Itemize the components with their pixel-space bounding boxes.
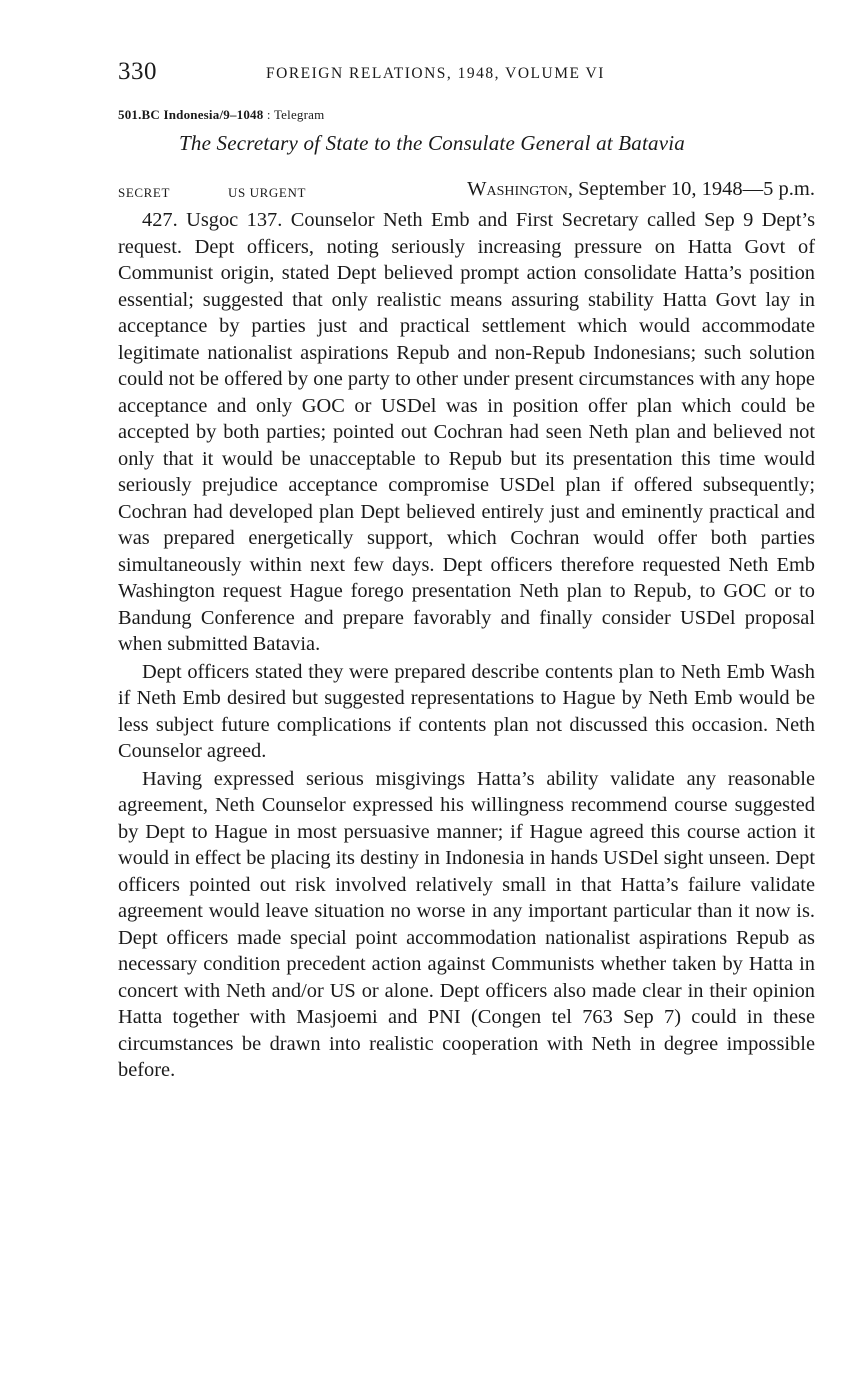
document-heading: The Secretary of State to the Consulate General at Batavia — [179, 131, 685, 155]
paragraph: Having expressed serious misgivings Hatta’s ability validate any reasonable agreement, Neth Counselor expressed his willingness recommend course suggested by Dept to Hague in most persuasive manner; if Hague agreed this course action it would in effect be placing its destiny in Indonesia in hands USDel sight unseen. Dept officers pointed out risk involved relatively small in that Hatta’s failure validate agreement would leave situation no worse in any important particular than it now is. Dept officers made special point accommodation nationalist aspirations Repub as necessary condition precedent action against Communists whether taken by Hatta in concert with Neth and/or US or alone. Dept officers also made clear in their opinion Hatta together with Masjoemi and PNI (Congen tel 763 Sep 7) could in these circumstances be drawn into realistic cooperation with Neth in degree impossible before. — [118, 767, 815, 1081]
precedence: US URGENT — [228, 185, 306, 200]
place-date — [467, 178, 815, 201]
telegram-body — [118, 207, 815, 1084]
file-reference: 501.BC Indonesia/9–1048 — [118, 107, 264, 122]
running-title: FOREIGN RELATIONS, 1948, VOLUME VI — [266, 65, 605, 82]
place: Washington — [467, 178, 568, 200]
dateline — [118, 178, 815, 206]
paragraph: Dept officers stated they were prepared describe contents plan to Neth Emb Wash if Neth Emb desired but suggested representations to Hague by Neth Emb would be less subject future complications if contents plan not discussed this occasion. Neth Counselor agreed. — [118, 660, 815, 762]
document-type: : Telegram — [266, 107, 325, 122]
page-number: 330 — [118, 58, 157, 85]
classification: SECRET — [118, 185, 170, 200]
paragraph: 427. Usgoc 137. Counselor Neth Emb and First Secretary called Sep 9 Dept’s request. Dept officers, noting seriously increasing pressure on Hatta Govt of Communist origin, stated Dept believed prompt action consolidate Hatta’s position essential; suggested that only realistic means assuring stability Hatta Govt lay in acceptance by parties just and practical settlement which would accommodate legitimate nationalist aspirations Repub and non-Repub Indonesians; such solution could not be offered by one party to other under present circumstances with any hope acceptance and only GOC or USDel was in position offer plan which could be accepted by both parties; pointed out Cochran had seen Neth plan and believed not only that it would be unacceptable to Repub but its presentation this time would seriously prejudice acceptance compromise USDel plan if offered subsequently; Cochran had developed plan Dept believed entirely just and eminently practical and was prepared energetically support, which Cochran would offer both parties simultaneously within next few days. Dept officers therefore requested Neth Emb Washington request Hague forego presentation Neth plan to Repub, to GOC or to Bandung Conference and prepare favorably and finally consider USDel proposal when submitted Batavia. — [118, 209, 815, 655]
date: , September 10, 1948—5 p.m. — [567, 178, 815, 200]
running-head — [118, 58, 815, 92]
document-page — [118, 58, 815, 1084]
file-reference-line — [118, 107, 815, 123]
